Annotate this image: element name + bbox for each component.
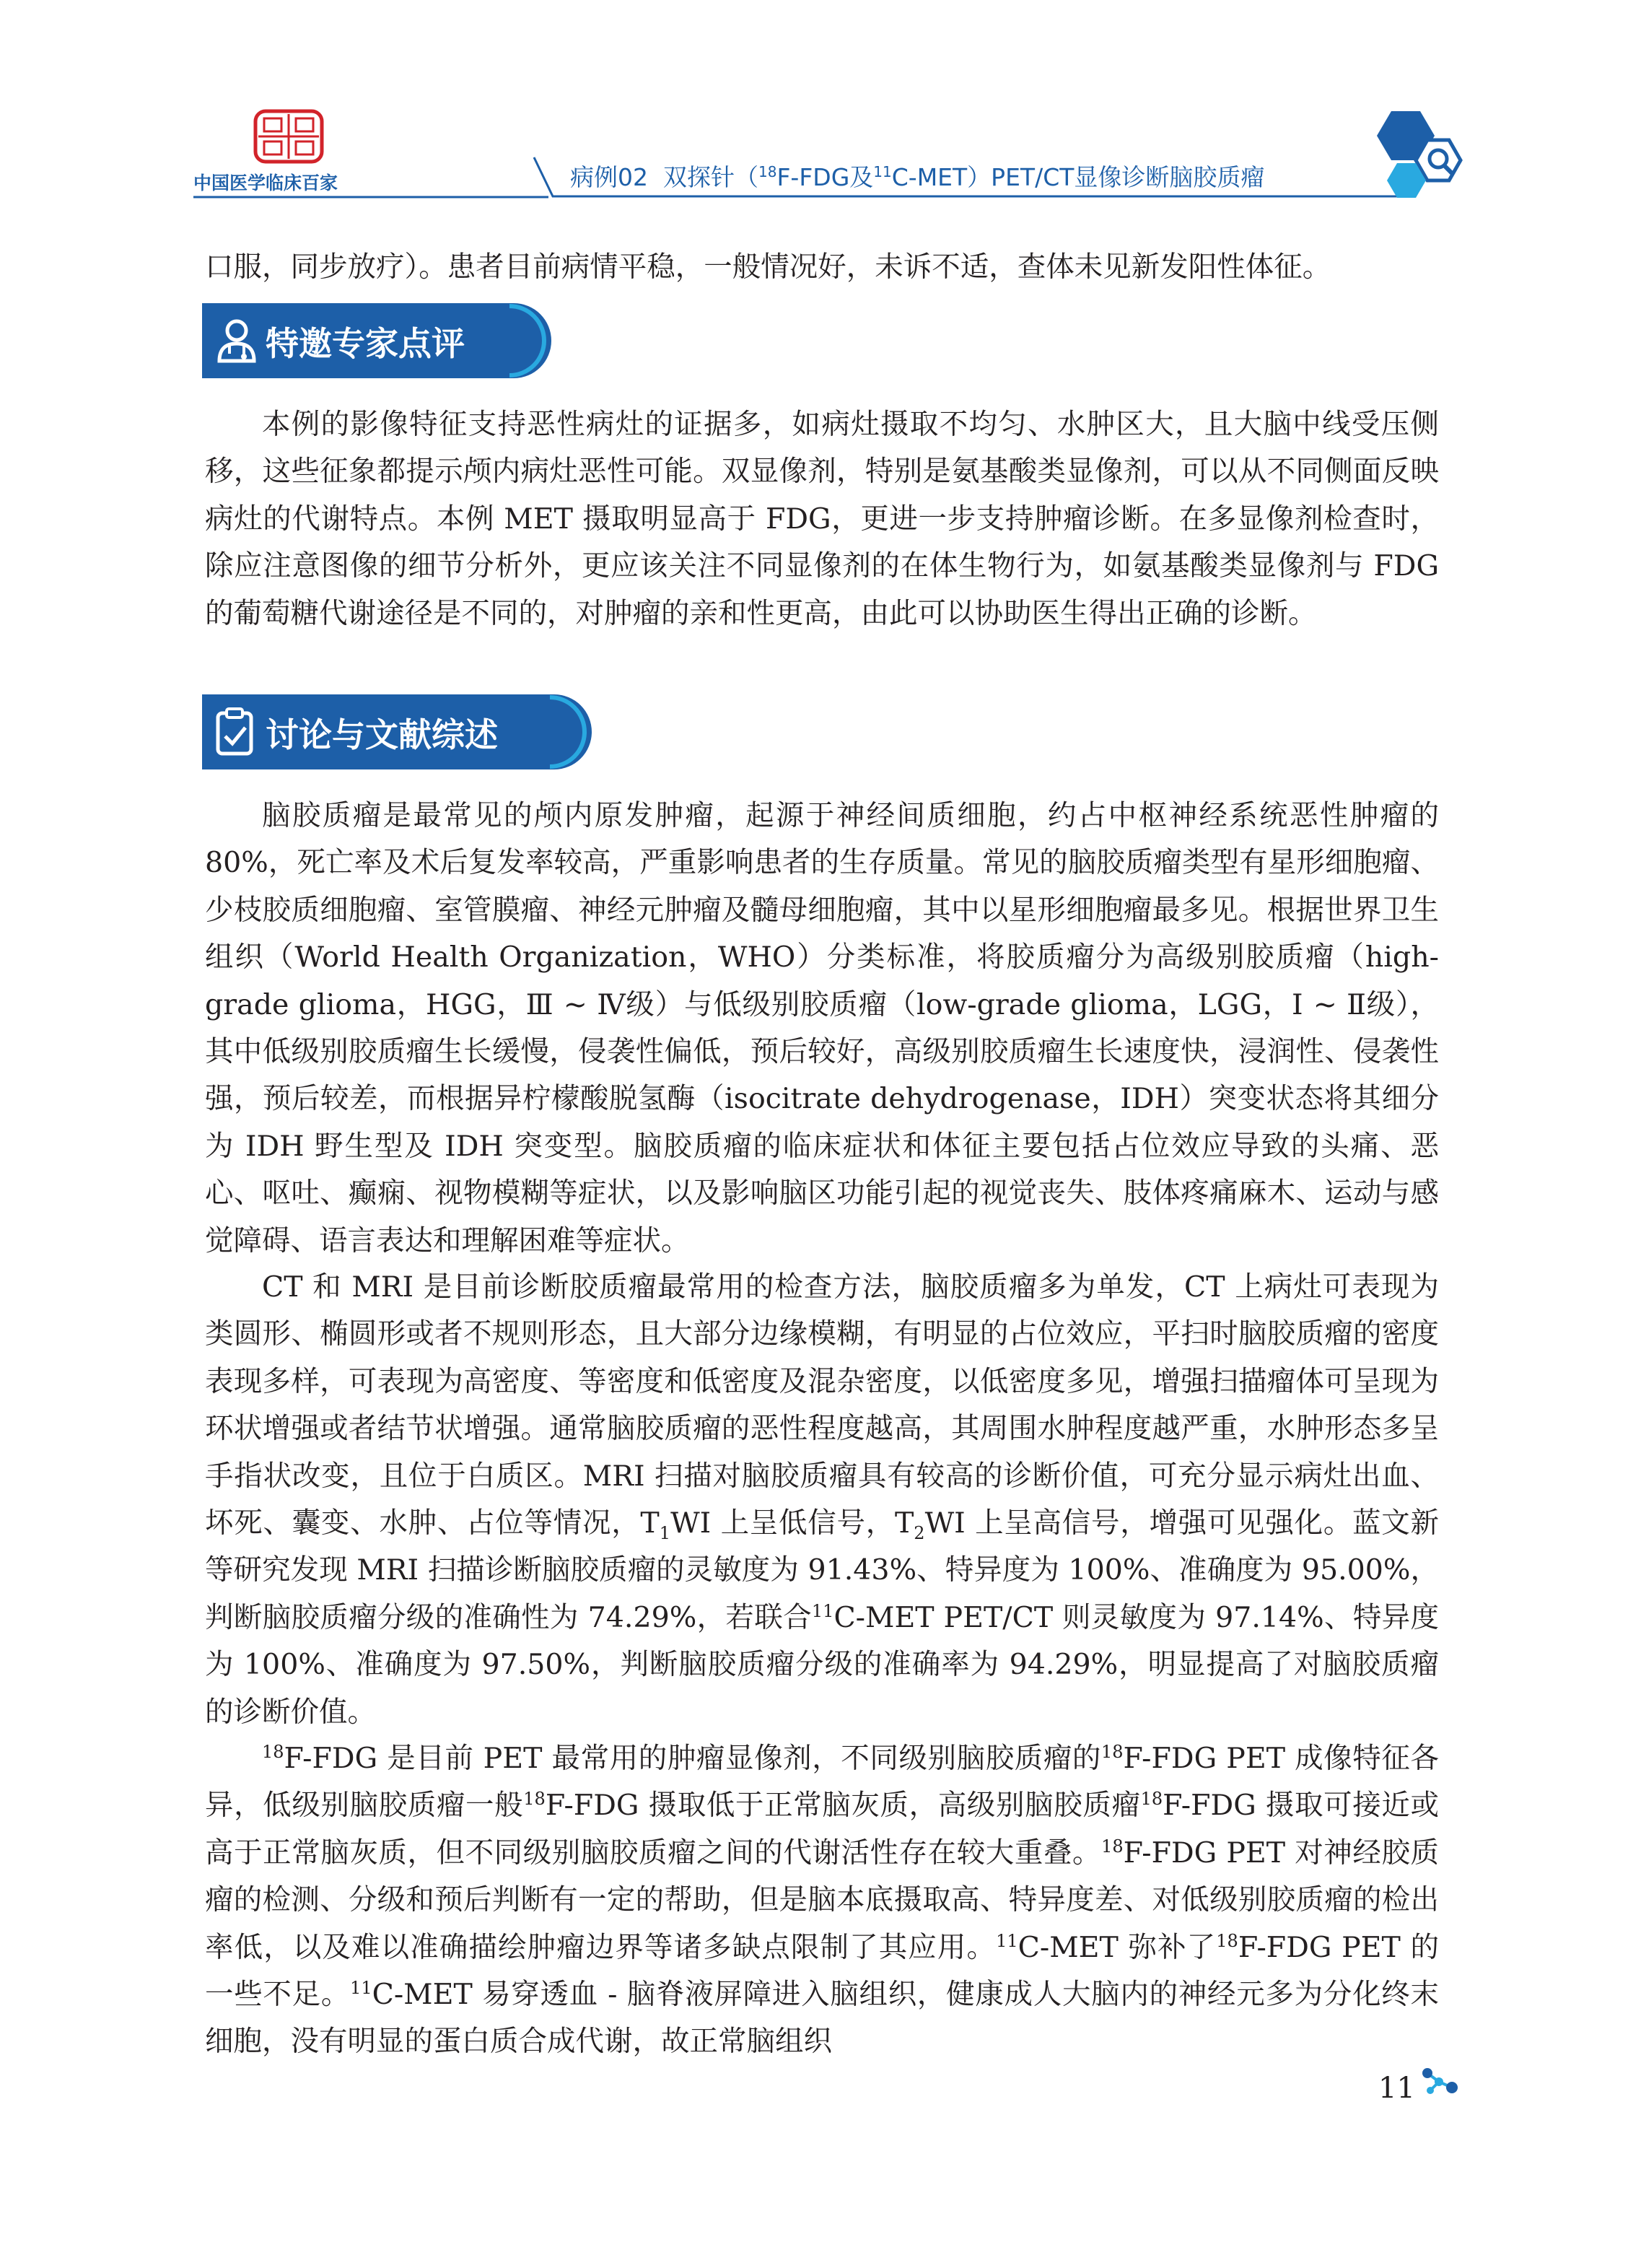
expert-comment-title: 特邀专家点评 [266, 324, 465, 363]
expert-comment-heading [202, 303, 551, 378]
page-number: 11 [1378, 2072, 1415, 2105]
discussion-paragraph-3: $^{18}$F-FDG 是目前 PET 最常用的肿瘤显像剂，不同级别脑胶质瘤的$^{18}$F-FDG PET 成像特征各异，低级别脑胶质瘤一般$^{18}$F-FDG 摄取低于正常脑灰质，高级别脑胶质瘤$^{18}$F-FDG 摄取可接近或高于正常脑灰质，但不同级别脑胶质瘤之间的代谢活性存在较大重叠。$^{18}$F-FDG PET 对神经胶质瘤的检测、分级和预后判断有一定的帮助，但是脑本底摄取高、特异度差、对低级别胶质瘤的检出率低，以及难以准确描绘肿瘤边界等诸多缺点限制了其应用。$^{11}$C-MET 弥补了$^{18}$F-FDG PET 的一些不足。$^{11}$C-MET 易穿透血 - 脑脊液屏障进入脑组织，健康成人大脑内的神经元多为分化终末细胞，没有明显的蛋白质合成代谢，故正常脑组织 [205, 1741, 1440, 2059]
running-head: 病例02 双探针（$^{18}$F-FDG及$^{11}$C-MET）PET/CT显像诊断脑胶质瘤 [570, 163, 1265, 191]
discussion-paragraph-2: CT 和 MRI 是目前诊断胶质瘤最常用的检查方法，脑胶质瘤多为单发，CT 上病灶可表现为类圆形、椭圆形或者不规则形态，且大部分边缘模糊，有明显的占位效应，平扫时脑胶质瘤的密度表现多样，可表现为高密度、等密度和低密度及混杂密度，以低密度多见，增强扫描瘤体可呈现为环状增强或者结节状增强。通常脑胶质瘤的恶性程度越高，其周围水肿程度越严重，水肿形态多呈手指状改变，且位于白质区。MRI 扫描对脑胶质瘤具有较高的诊断价值，可充分显示病灶出血、坏死、囊变、水肿、占位等情况，$T_1WI$ 上呈低信号，$T_2WI$ 上呈高信号，增强可见强化。蓝文新等研究发现 MRI 扫描诊断脑胶质瘤的灵敏度为 91.43%、特异度为 100%、准确度为 95.00%，判断脑胶质瘤分级的准确性为 74.29%，若联合$^{11}$C-MET PET/CT 则灵敏度为 97.14%、特异度为 100%、准确度为 97.50%，判断脑胶质瘤分级的准确率为 94.29%，明显提高了对脑胶质瘤的诊断价值。 [205, 1270, 1440, 1729]
continued-paragraph: 口服，同步放疗）。患者目前病情平稳，一般情况好，未诉不适，查体未见新发阳性体征。 [205, 250, 1331, 284]
expert-comment-paragraph: 本例的影像特征支持恶性病灶的证据多，如病灶摄取不均匀、水肿区大，且大脑中线受压侧移，这些征象都提示颅内病灶恶性可能。双显像剂，特别是氨基酸类显像剂，可以从不同侧面反映病灶的代谢特点。本例 MET 摄取明显高于 FDG，更进一步支持肿瘤诊断。在多显像剂检查时，除应注意图像的细节分析外，更应该关注不同显像剂的在体生物行为，如氨基酸类显像剂与 FDG 的葡萄糖代谢途径是不同的，对肿瘤的亲和性更高，由此可以协助医生得出正确的诊断。 [205, 408, 1439, 630]
doctor-icon [212, 316, 261, 365]
case-label: 病例02 [570, 163, 648, 191]
logo-caption: 中国医学临床百家 [193, 173, 338, 193]
page-header [0, 0, 1628, 209]
discussion-title: 讨论与文献综述 [266, 715, 498, 754]
molecule-icon [1420, 2066, 1461, 2098]
hexagon-magnifier-icon [1357, 108, 1465, 202]
clipboard-check-icon [214, 706, 261, 758]
discussion-heading [202, 694, 592, 769]
discussion-paragraph-1: 脑胶质瘤是最常见的颅内原发肿瘤，起源于神经间质细胞，约占中枢神经系统恶性肿瘤的 80%，死亡率及术后复发率较高，严重影响患者的生存质量。常见的脑胶质瘤类型有星形细胞瘤、少枝胶质细胞瘤、室管膜瘤、神经元肿瘤及髓母细胞瘤，其中以星形细胞瘤最多见。根据世界卫生组织（World Health Organization，WHO）分类标准，将胶质瘤分为高级别胶质瘤（high-grade glioma，HGG，Ⅲ ~ Ⅳ级）与低级别胶质瘤（low-grade glioma，LGG，Ⅰ ~ Ⅱ级），其中低级别胶质瘤生长缓慢，侵袭性偏低，预后较好，高级别胶质瘤生长速度快，浸润性、侵袭性强，预后较差，而根据异柠檬酸脱氢酶（isocitrate dehydrogenase，IDH）突变状态将其细分为 IDH 野生型及 IDH 突变型。脑胶质瘤的临床症状和体征主要包括占位效应导致的头痛、恶心、呕吐、癫痫、视物模糊等症状，以及影响脑区功能引起的视觉丧失、肢体疼痛麻木、运动与感觉障碍、语言表达和理解困难等症状。 [205, 799, 1439, 1257]
